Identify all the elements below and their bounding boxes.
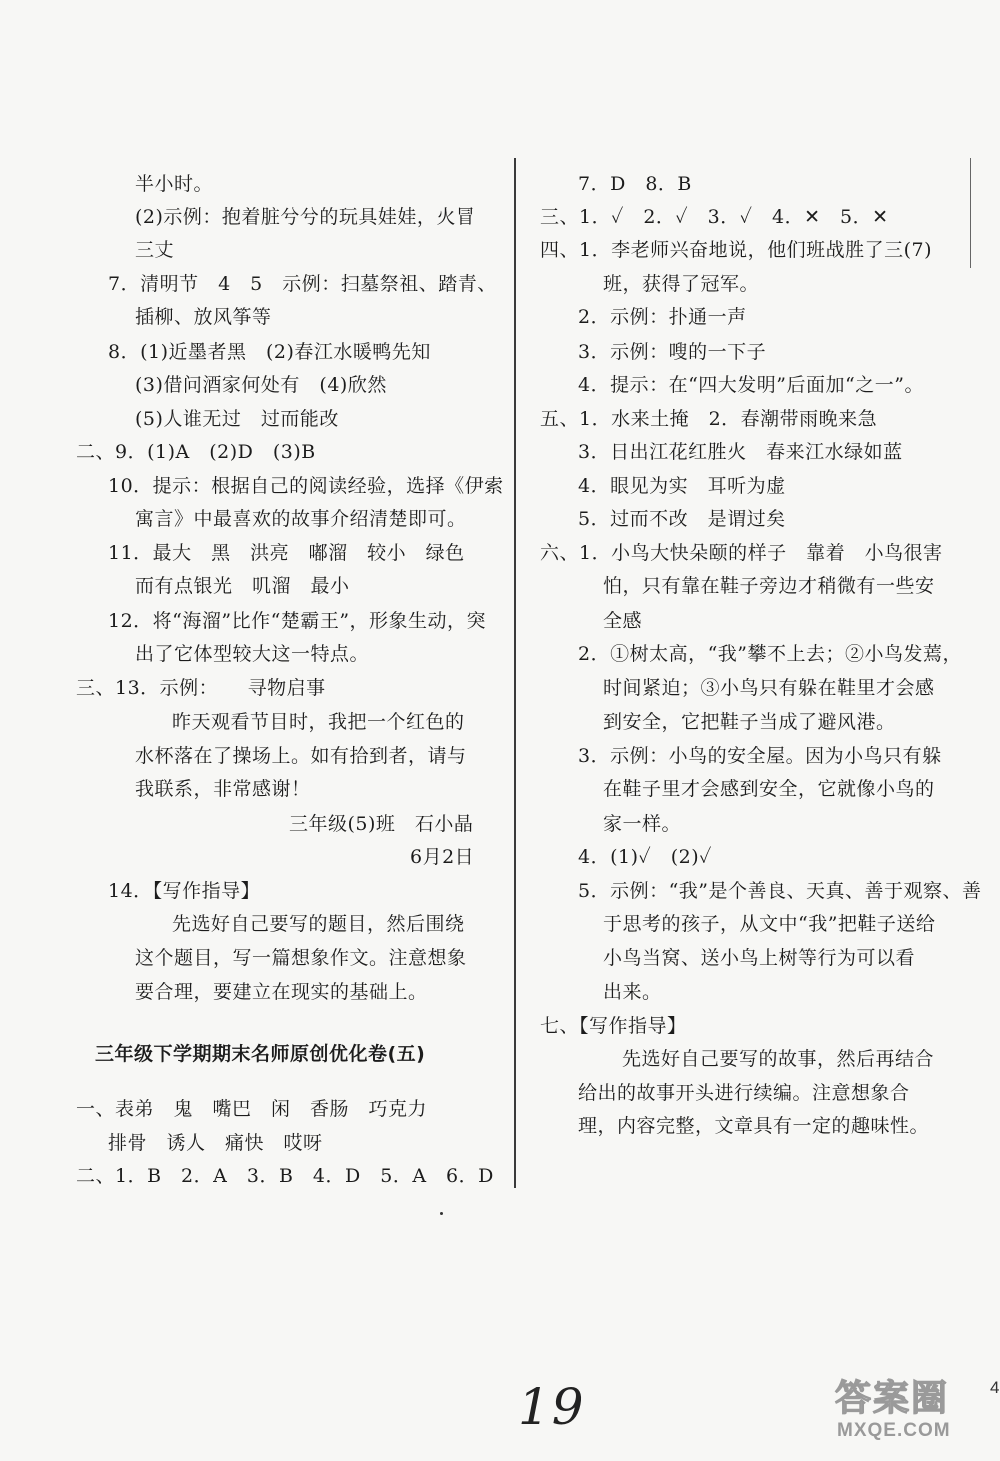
text-line: 到安全，它把鞋子当成了避风港。 [603, 711, 896, 733]
handwritten-page-number: 19 [518, 1378, 586, 1436]
text-line: 先选好自己要写的题目，然后围绕 [172, 913, 465, 935]
edge-line [970, 158, 971, 268]
text-line: 5．示例：“我”是个善良、天真、善于观察、善 [578, 880, 982, 902]
edge-page-number: 4 [990, 1378, 1000, 1397]
text-line: 4．(1)✓ (2)✓ [578, 846, 712, 868]
text-line: 三、13．示例： 寻物启事 [76, 677, 326, 699]
text-line: 7．清明节 4 5 示例：扫墓祭祖、踏青、 [108, 273, 497, 295]
text-line: 二、1．B 2．A 3．B 4．D 5．A 6．D [76, 1165, 494, 1187]
section-title: 三年级下学期期末名师原创优化卷(五) [95, 1043, 426, 1065]
text-line: 我联系，非常感谢！ [135, 778, 311, 800]
speck [440, 1212, 443, 1215]
text-line: 8．(1)近墨者黑 (2)春江水暖鸭先知 [108, 341, 431, 363]
text-line: 七、【写作指导】 [540, 1015, 687, 1037]
text-line: 出来。 [603, 981, 662, 1003]
text-line: 时间紧迫；③小鸟只有躲在鞋里才会感 [603, 677, 935, 699]
text-line: 排骨 诱人 痛快 哎呀 [108, 1132, 323, 1154]
text-line: 二、9．(1)A (2)D (3)B [76, 441, 316, 463]
text-line: (3)借问酒家何处有 (4)欣然 [135, 374, 387, 396]
text-line: 4．眼见为实 耳听为虚 [578, 475, 786, 497]
text-line: 要合理，要建立在现实的基础上。 [135, 981, 428, 1003]
text-line: 于思考的孩子，从文中“我”把鞋子送给 [603, 913, 936, 935]
text-line: 3．示例：嗖的一下子 [578, 341, 767, 363]
text-line: (5)人谁无过 过而能改 [135, 408, 339, 430]
text-line: 3．日出江花红胜火 春来江水绿如蓝 [578, 441, 903, 463]
text-line: 12．将“海溜”比作“楚霸王”，形象生动，突 [108, 610, 487, 632]
watermark-url: MXQE.COM [837, 1420, 951, 1441]
text-line: 2．①树太高，“我”攀不上去；②小鸟发蔫， [578, 643, 963, 665]
text-line: 全感 [603, 610, 643, 632]
text-line: 一、表弟 鬼 嘴巴 闲 香肠 巧克力 [76, 1098, 428, 1120]
text-line: 插柳、放风筝等 [135, 306, 272, 328]
text-line: 怕，只有靠在鞋子旁边才稍微有一些安 [603, 575, 935, 597]
text-line: 7．D 8．B [578, 173, 692, 195]
text-line: 半小时。 [135, 173, 214, 195]
text-line: 出了它体型较大这一特点。 [135, 643, 370, 665]
text-line: 家一样。 [603, 813, 682, 835]
text-line: 理，内容完整，文章具有一定的趣味性。 [578, 1115, 930, 1137]
text-line: 6月2日 [410, 846, 475, 868]
text-line: 在鞋子里才会感到安全，它就像小鸟的 [603, 778, 935, 800]
text-line: (2)示例：抱着脏兮兮的玩具娃娃，火冒 [135, 206, 476, 228]
watermark-logo [835, 1370, 985, 1455]
text-line: 六、1．小鸟大快朵颐的样子 靠着 小鸟很害 [540, 542, 943, 564]
text-line: 而有点银光 叽溜 最小 [135, 575, 350, 597]
text-line: 5．过而不改 是谓过矣 [578, 508, 786, 530]
column-divider [514, 158, 516, 1188]
text-line: 小鸟当窝、送小鸟上树等行为可以看 [603, 947, 916, 969]
text-line: 班，获得了冠军。 [603, 273, 760, 295]
text-line: 10．提示：根据自己的阅读经验，选择《伊索 [108, 475, 504, 497]
text-line: 先选好自己要写的故事，然后再结合 [622, 1048, 935, 1070]
text-line: 三丈 [135, 239, 175, 261]
text-line: 14．【写作指导】 [108, 880, 261, 902]
text-line: 11．最大 黑 洪亮 嘟溜 较小 绿色 [108, 542, 465, 564]
text-line: 4．提示：在“四大发明”后面加“之一”。 [578, 374, 924, 396]
text-line: 三、1．✓ 2．✓ 3．✓ 4．✕ 5．✕ [540, 206, 889, 228]
text-line: 五、1．水来土掩 2．春潮带雨晚来急 [540, 408, 878, 430]
text-line: 给出的故事开头进行续编。注意想象合 [578, 1082, 910, 1104]
text-line: 水杯落在了操场上。如有拾到者，请与 [135, 745, 467, 767]
text-line: 这个题目，写一篇想象作文。注意想象 [135, 947, 467, 969]
watermark-text: 答案圈 [835, 1378, 950, 1419]
text-line: 2．示例：扑通一声 [578, 306, 747, 328]
text-line: 四、1．李老师兴奋地说，他们班战胜了三(7) [540, 239, 933, 261]
text-line: 寓言》中最喜欢的故事介绍清楚即可。 [135, 508, 467, 530]
text-line: 昨天观看节目时，我把一个红色的 [172, 711, 465, 733]
text-line: 三年级(5)班 石小晶 [289, 813, 474, 835]
text-line: 3．示例：小鸟的安全屋。因为小鸟只有躲 [578, 745, 942, 767]
